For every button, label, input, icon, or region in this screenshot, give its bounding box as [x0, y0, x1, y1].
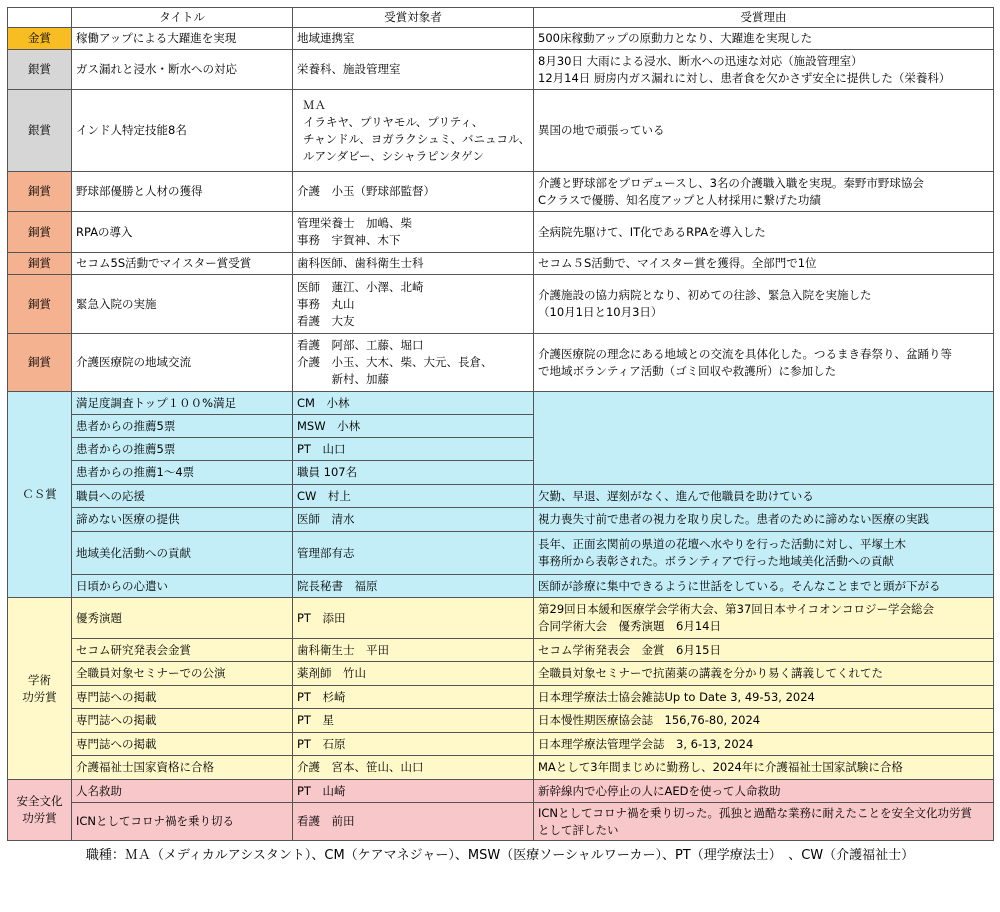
row-reason: 視力喪失寸前で患者の視力を取り戻した。患者のために諦めない医療の実践: [534, 508, 994, 532]
row-title: 稼働アップによる大躍進を実現: [72, 28, 293, 50]
table-row: [8, 508, 994, 532]
row-title: 患者からの推薦1～4票: [72, 461, 293, 485]
row-title: インド人特定技能8名: [72, 90, 293, 172]
table-row: [8, 392, 994, 415]
table-row: [8, 780, 994, 803]
award-category: 銅賞: [8, 275, 72, 334]
awards-sheet: [7, 7, 994, 863]
award-category: 銅賞: [8, 253, 72, 275]
row-reason: 介護と野球部をプロデュースし、3名の介護職入職を実現。秦野市野球協会 Cクラスで優勝、知名度アップと人材採用に繋げた功績: [534, 172, 994, 212]
table-row: [8, 639, 994, 662]
award-category-cs: ＣＳ賞: [8, 392, 72, 598]
row-reason-empty: [534, 392, 994, 485]
row-title: 専門誌への掲載: [72, 709, 293, 733]
row-reason: 欠勤、早退、遅刻がなく、進んで他職員を助けている: [534, 485, 994, 508]
table-row: [8, 733, 994, 756]
row-title: RPAの導入: [72, 212, 293, 253]
row-reason: 全病院先駆けて、IT化であるRPAを導入した: [534, 212, 994, 253]
award-category: 金賞: [8, 28, 72, 50]
row-title: 患者からの推薦5票: [72, 415, 293, 438]
table-row: [8, 212, 994, 253]
row-recipient: 歯科医師、歯科衛生士科: [293, 253, 534, 275]
row-recipient: 医師 蓮江、小澤、北崎 事務 丸山 看護 大友: [293, 275, 534, 334]
row-reason: 日本理学療法管理学会誌 3, 6-13, 2024: [534, 733, 994, 756]
row-title: 諦めない医療の提供: [72, 508, 293, 532]
row-title: ガス漏れと浸水・断水への対応: [72, 50, 293, 90]
row-reason: 8月30日 大雨による浸水、断水への迅速な対応（施設管理室） 12月14日 厨房内ガス漏れに対し、患者食を欠かさず安全に提供した（栄養科）: [534, 50, 994, 90]
row-title: 地域美化活動への貢献: [72, 532, 293, 575]
row-recipient: 歯科衛生士 平田: [293, 639, 534, 662]
table-row: [8, 275, 994, 334]
row-reason: 日本慢性期医療協会誌 156,76-80, 2024: [534, 709, 994, 733]
row-title: 緊急入院の実施: [72, 275, 293, 334]
row-recipient: PT 杉崎: [293, 686, 534, 709]
row-reason: 異国の地で頑張っている: [534, 90, 994, 172]
row-reason: 第29回日本緩和医療学会学術大会、第37回日本サイコオンコロジー学会総会 合同学術大会 優秀演題 6月14日: [534, 598, 994, 639]
row-recipient: 薬剤師 竹山: [293, 662, 534, 686]
row-recipient: 介護 小玉（野球部監督）: [293, 172, 534, 212]
row-title: 介護福祉士国家資格に合格: [72, 756, 293, 780]
row-recipient: 管理栄養士 加嶋、柴 事務 宇賀神、木下: [293, 212, 534, 253]
table-row: [8, 575, 994, 598]
header-award: [8, 8, 72, 28]
row-recipient: 地域連携室: [293, 28, 534, 50]
row-reason: MAとして3年間まじめに勤務し、2024年に介護福祉士国家試験に合格: [534, 756, 994, 780]
row-title: ICNとしてコロナ禍を乗り切る: [72, 803, 293, 841]
row-recipient: CM 小林: [293, 392, 534, 415]
award-category: 銅賞: [8, 172, 72, 212]
table-row: [8, 598, 994, 639]
row-title: 人名救助: [72, 780, 293, 803]
row-reason: 日本理学療法士協会雑誌Up to Date 3, 49-53, 2024: [534, 686, 994, 709]
row-title: 日頃からの心遣い: [72, 575, 293, 598]
row-reason: 全職員対象セミナーで抗菌薬の講義を分かり易く講義してくれてた: [534, 662, 994, 686]
award-category: 銀賞: [8, 90, 72, 172]
header-title: タイトル: [72, 8, 293, 28]
row-title: 介護医療院の地域交流: [72, 334, 293, 392]
table-row: [8, 172, 994, 212]
table-row: [8, 253, 994, 275]
row-recipient: PT 山崎: [293, 780, 534, 803]
row-recipient: ＭＡ イラキヤ、プリヤモル、プリティ、 チャンドル、ヨガラクシュミ、バニュコル、 ルアンダビー、シシャラピンタゲン: [293, 90, 534, 172]
row-reason: 500床稼動アップの原動力となり、大躍進を実現した: [534, 28, 994, 50]
row-recipient: 職員 107名: [293, 461, 534, 485]
row-recipient: 栄養科、施設管理室: [293, 50, 534, 90]
row-recipient: CW 村上: [293, 485, 534, 508]
award-category: 銅賞: [8, 334, 72, 392]
row-title: 野球部優勝と人材の獲得: [72, 172, 293, 212]
row-recipient: PT 山口: [293, 438, 534, 461]
row-reason: ICNとしてコロナ禍を乗り切った。孤独と過酷な業務に耐えたことを安全文化功労賞 として評したい: [534, 803, 994, 841]
table-row: [8, 532, 994, 575]
table-row: [8, 334, 994, 392]
row-title: 全職員対象セミナーでの公演: [72, 662, 293, 686]
row-reason: 医師が診療に集中できるように世話をしている。そんなことまでと頭が下がる: [534, 575, 994, 598]
table-row: [8, 485, 994, 508]
row-recipient: 院長秘書 福原: [293, 575, 534, 598]
table-row: [8, 90, 994, 172]
row-reason: セコム５S活動で、マイスター賞を獲得。全部門で1位: [534, 253, 994, 275]
job-type-legend: 職種：ＭＡ（メディカルアシスタント）、CM（ケアマネジャー）、MSW（医療ソーシャルワーカー）、PT（理学療法士） 、CW（介護福祉士）: [85, 848, 915, 863]
row-recipient: PT 添田: [293, 598, 534, 639]
row-reason: 新幹線内で心停止の人にAEDを使って人命救助: [534, 780, 994, 803]
header-row: [8, 8, 994, 28]
row-title: 満足度調査トップ１００%満足: [72, 392, 293, 415]
row-reason: セコム学術発表会 金賞 6月15日: [534, 639, 994, 662]
row-title: 患者からの推薦5票: [72, 438, 293, 461]
row-reason: 介護医療院の理念にある地域との交流を具体化した。つるまき春祭り、盆踊り等 で地域ボランティア活動（ゴミ回収や救護所）に参加した: [534, 334, 994, 392]
header-reason: 受賞理由: [534, 8, 994, 28]
table-row: [8, 709, 994, 733]
table-row: [8, 28, 994, 50]
row-title: 職員への応援: [72, 485, 293, 508]
row-title: 優秀演題: [72, 598, 293, 639]
row-recipient: PT 石原: [293, 733, 534, 756]
row-recipient: 管理部有志: [293, 532, 534, 575]
header-recipient: 受賞対象者: [293, 8, 534, 28]
row-title: セコム研究発表会金賞: [72, 639, 293, 662]
row-reason: 介護施設の協力病院となり、初めての往診、緊急入院を実施した （10月1日と10月3日）: [534, 275, 994, 334]
row-title: セコム5S活動でマイスター賞受賞: [72, 253, 293, 275]
row-recipient: MSW 小林: [293, 415, 534, 438]
awards-table: [7, 7, 994, 841]
row-recipient: 看護 前田: [293, 803, 534, 841]
row-recipient: 医師 清水: [293, 508, 534, 532]
table-row: [8, 686, 994, 709]
table-row: [8, 662, 994, 686]
row-title: 専門誌への掲載: [72, 733, 293, 756]
award-category-academic: 学術 功労賞: [8, 598, 72, 780]
row-title: 専門誌への掲載: [72, 686, 293, 709]
award-category-safety: 安全文化 功労賞: [8, 780, 72, 841]
table-row: [8, 50, 994, 90]
row-recipient: 看護 阿部、工藤、堀口 介護 小玉、大木、柴、大元、長倉、 新村、加藤: [293, 334, 534, 392]
row-recipient: 介護 宮本、笹山、山口: [293, 756, 534, 780]
table-row: [8, 803, 994, 841]
row-reason: 長年、正面玄関前の県道の花壇へ水やりを行った活動に対し、平塚土木 事務所から表彰された。ボランティアで行った地域美化活動への貢献: [534, 532, 994, 575]
row-recipient: PT 星: [293, 709, 534, 733]
award-category: 銅賞: [8, 212, 72, 253]
table-row: [8, 756, 994, 780]
award-category: 銀賞: [8, 50, 72, 90]
